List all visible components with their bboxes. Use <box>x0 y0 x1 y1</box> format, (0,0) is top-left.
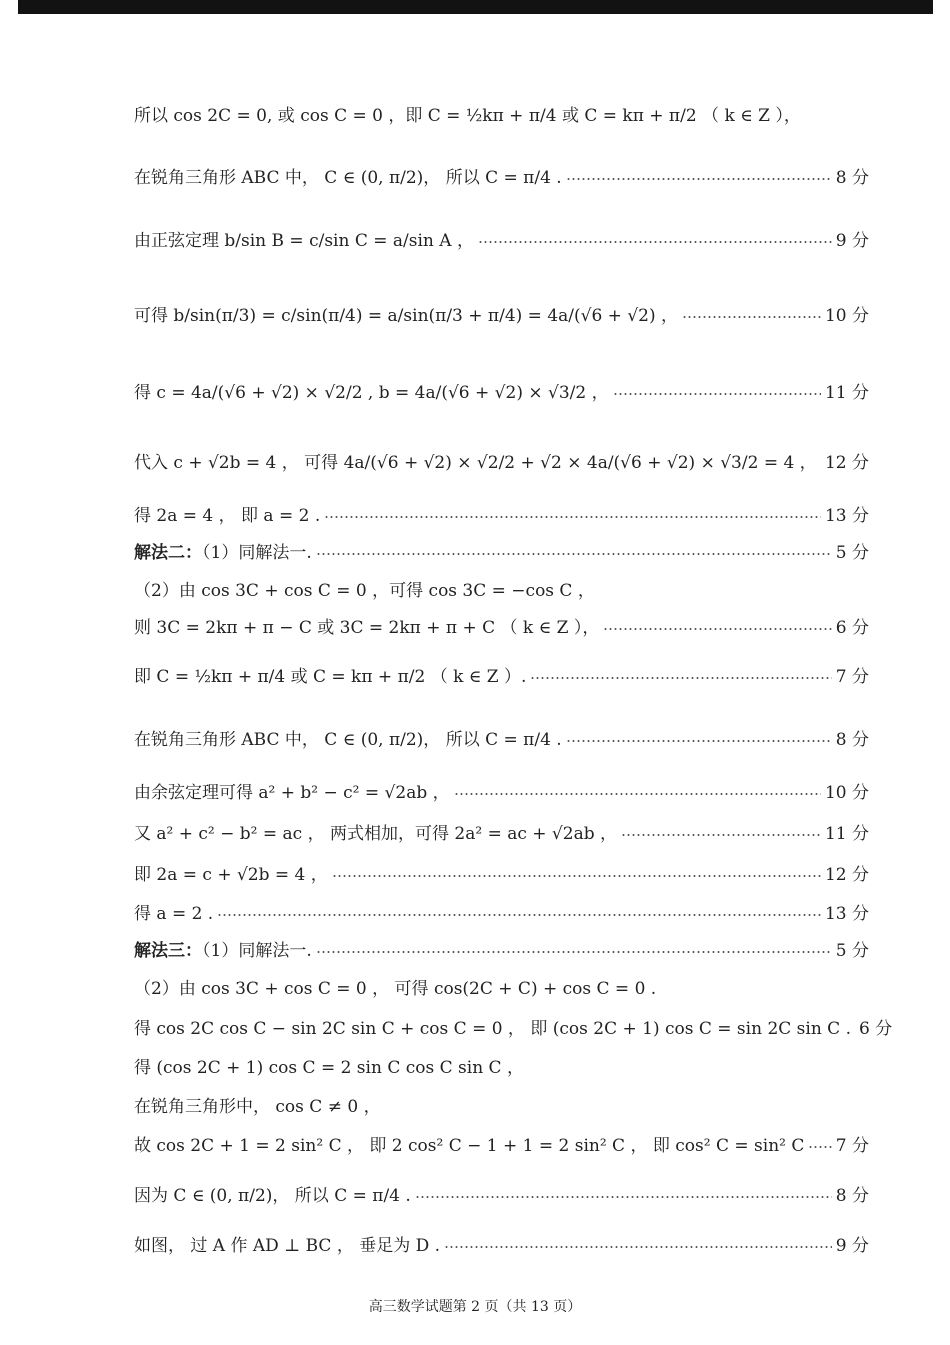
solution-line <box>134 981 869 998</box>
solution-line <box>134 508 869 525</box>
score: 7 分 <box>835 667 869 687</box>
dot-leader <box>444 1246 832 1248</box>
method-text: （1）同解法一. <box>202 543 312 563</box>
score: 11 分 <box>824 383 869 403</box>
solution-line <box>134 583 869 600</box>
line-text: 在锐角三角形 ABC 中， C ∈ (0, π/2)， 所以 C = π/4 . <box>134 168 562 188</box>
solution-line <box>134 906 869 923</box>
solution-line <box>134 732 869 749</box>
score: 11 分 <box>824 824 869 844</box>
solution-line <box>134 669 869 686</box>
line-text: 得 cos 2C cos C − sin 2C sin C + cos C = 0 ， 即 (cos 2C + 1) cos C = sin 2C sin C . <box>134 1019 851 1039</box>
method-label: 解法三： <box>134 941 202 961</box>
method-label: 解法二： <box>134 543 202 563</box>
score: 6 分 <box>859 1019 893 1039</box>
line-text: 在锐角三角形 ABC 中， C ∈ (0, π/2)， 所以 C = π/4 . <box>134 730 562 750</box>
score: 9 分 <box>835 231 869 251</box>
dot-leader <box>217 914 821 916</box>
line-text: 在锐角三角形中， cos C ≠ 0 ， <box>134 1097 381 1117</box>
score: 7 分 <box>835 1136 869 1156</box>
solution-line <box>134 826 869 843</box>
score: 5 分 <box>835 941 869 961</box>
solution-line <box>134 1019 893 1039</box>
solution-line <box>134 108 869 125</box>
solution-line <box>134 170 869 187</box>
line-text: 得 c = 4a/(√6 + √2) × √2/2 , b = 4a/(√6 + √2) × √3/2 ， <box>134 383 609 403</box>
dot-leader <box>682 316 821 318</box>
score: 10 分 <box>824 783 869 803</box>
dot-leader <box>621 834 821 836</box>
line-text: 即 2a = c + √2b = 4 ， <box>134 865 328 885</box>
score: 9 分 <box>835 1236 869 1256</box>
score: 13 分 <box>824 904 869 924</box>
dot-leader <box>603 628 831 630</box>
solution-line <box>134 620 869 637</box>
score: 13 分 <box>824 506 869 526</box>
score: 10 分 <box>824 306 869 326</box>
line-text <box>134 545 312 562</box>
score: 8 分 <box>835 168 869 188</box>
dot-leader <box>530 677 831 679</box>
method-text: （1）同解法一. <box>202 941 312 961</box>
line-text: 则 3C = 2kπ + π − C 或 3C = 2kπ + π + C （ k ∈ Z ）， <box>134 618 600 638</box>
score: 6 分 <box>835 618 869 638</box>
line-text: 如图， 过 A 作 AD ⊥ BC ， 垂足为 D . <box>134 1236 441 1256</box>
dot-leader <box>415 1196 832 1198</box>
score: 8 分 <box>835 730 869 750</box>
solution-line <box>134 545 869 562</box>
line-text: 可得 b/sin(π/3) = c/sin(π/4) = a/sin(π/3 + π/4) = 4a/(√6 + √2) ， <box>134 306 679 326</box>
solution-line <box>134 943 869 960</box>
dot-leader <box>454 793 821 795</box>
line-text: 即 C = ½kπ + π/4 或 C = kπ + π/2 （ k ∈ Z ）. <box>134 667 527 687</box>
line-text: 由余弦定理可得 a² + b² − c² = √2ab ， <box>134 783 450 803</box>
line-text <box>134 943 312 960</box>
solution-line <box>134 1138 869 1155</box>
solution-line <box>134 385 869 402</box>
dot-leader <box>613 393 821 395</box>
score: 12 分 <box>824 453 869 473</box>
dot-leader <box>324 516 821 518</box>
dot-leader <box>332 875 821 877</box>
line-text: 又 a² + c² − b² = ac ， 两式相加，可得 2a² = ac + √2ab ， <box>134 824 618 844</box>
line-text: 得 2a = 4 ， 即 a = 2 . <box>134 506 321 526</box>
solution-line <box>134 1238 869 1255</box>
top-black-bar <box>18 0 933 14</box>
solution-line <box>134 785 869 802</box>
score: 8 分 <box>835 1186 869 1206</box>
dot-leader <box>316 951 832 953</box>
dot-leader <box>478 241 832 243</box>
solution-line <box>134 867 869 884</box>
dot-leader <box>566 178 832 180</box>
line-text: 故 cos 2C + 1 = 2 sin² C ， 即 2 cos² C − 1 + 1 = 2 sin² C ， 即 cos² C = sin² C <box>134 1136 805 1156</box>
solution-line <box>134 1060 869 1077</box>
solution-line <box>134 308 869 325</box>
solution-line <box>134 1188 869 1205</box>
page-footer: 高三数学试题第 2 页（共 13 页） <box>368 1299 582 1315</box>
dot-leader <box>566 740 832 742</box>
dot-leader <box>316 553 832 555</box>
line-text: 所以 cos 2C = 0, 或 cos C = 0 ，即 C = ½kπ + π/4 或 C = kπ + π/2 （ k ∈ Z ）， <box>134 106 801 126</box>
solution-line <box>134 1099 869 1116</box>
line-text: （2）由 cos 3C + cos C = 0 ，可得 cos 3C = −cos C ， <box>134 581 595 601</box>
dot-leader <box>808 1146 831 1148</box>
line-text: 由正弦定理 b/sin B = c/sin C = a/sin A ， <box>134 231 474 251</box>
line-text: 得 (cos 2C + 1) cos C = 2 sin C cos C sin C ， <box>134 1058 524 1078</box>
score: 12 分 <box>824 865 869 885</box>
line-text: （2）由 cos 3C + cos C = 0 ， 可得 cos(2C + C) + cos C = 0 . <box>134 979 657 999</box>
solution-line <box>134 233 869 250</box>
line-text: 得 a = 2 . <box>134 904 214 924</box>
line-text: 因为 C ∈ (0, π/2)， 所以 C = π/4 . <box>134 1186 411 1206</box>
line-text: 代入 c + √2b = 4 ， 可得 4a/(√6 + √2) × √2/2 + √2 × 4a/(√6 + √2) × √3/2 = 4 ， <box>134 453 817 473</box>
score: 5 分 <box>835 543 869 563</box>
solution-line <box>134 455 869 472</box>
